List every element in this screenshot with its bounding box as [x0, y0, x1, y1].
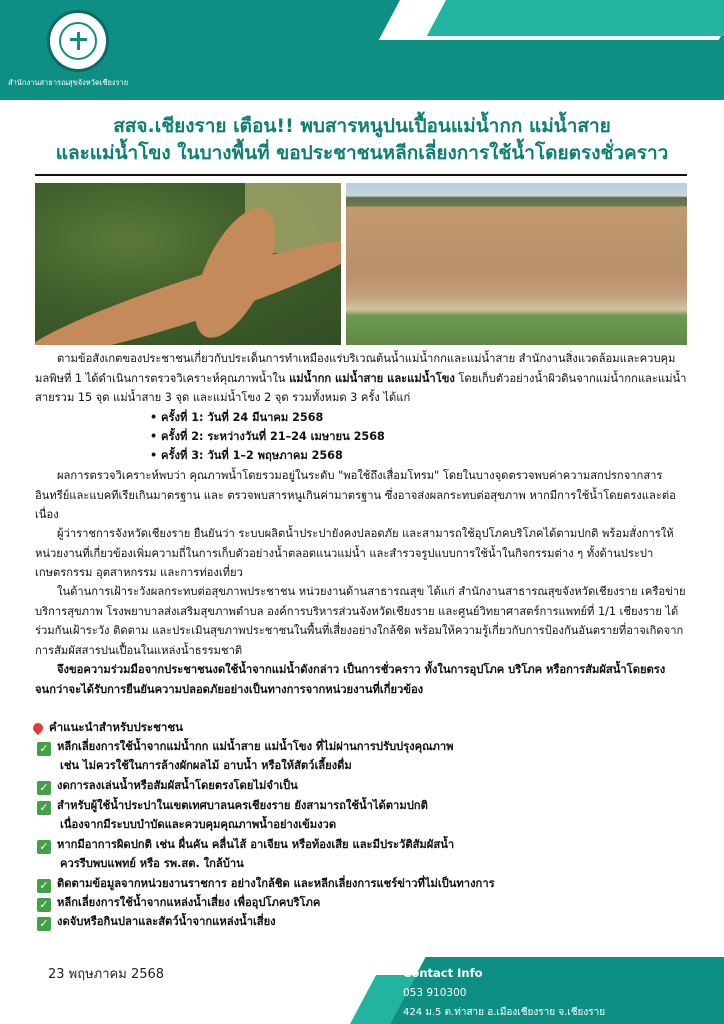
paragraph-1: ตามข้อสังเกตของประชาชนเกี่ยวกับประเด็นการทำเหมืองแร่บริเวณต้นน้ำแม่น้ำกกและแม่น้ำสาย สำนักงานสิ่งแวดล้อมและควบคุมมลพิษที่ 1 ได้ดำเนินการตรวจวิเคราะห์คุณภาพน้ำใน แม่น้ำกก แม่น้ำสาย และแม่น้ำโขง โดยเก็บตัวอย่างน้ำผิวดินจากแม่น้ำกกและแม่น้ำสายรวม 15 จุด แม่น้ำสาย 3 จุด และแม่น้ำโขง 2 จุด รวมทั้งหมด 3 ครั้ง ได้แก่ [35, 352, 687, 404]
check-icon: ✓ [37, 898, 51, 912]
rivers-highlight: แม่น้ำกก แม่น้ำสาย และแม่น้ำโขง [289, 371, 455, 385]
sampling-round-1: • ครั้งที่ 1: วันที่ 24 มีนาคม 2568 [150, 411, 324, 424]
publish-date: 23 พฤษภาคม 2568 [48, 967, 165, 982]
paragraph-2: ผลการตรวจวิเคราะห์พบว่า คุณภาพน้ำโดยรวมอยู่ในระดับ "พอใช้ถึงเสื่อมโทรม" โดยในบางจุดตรวจพบค่าความสกปรกจากสารอินทรีย์และแบคทีเรียเกินมาตรฐาน และ ตรวจพบสารหนูเกินค่ามาตรฐาน ซึ่งอาจส่งผลกระทบต่อสุขภาพ หากมีการใช้น้ำโดยตรงและต่อเนื่อง [35, 469, 676, 521]
recommendation-item: ✓ งดจับหรือกินปลาและสัตว์น้ำจากแหล่งน้ำเสี่ยง [37, 912, 276, 931]
contact-title: Contact Info [403, 966, 483, 980]
title-divider [35, 174, 687, 176]
header-banner [0, 0, 724, 100]
headline-line-2: และแม่น้ำโขง ในบางพื้นที่ ขอประชาชนหลีกเลี่ยงการใช้น้ำโดยตรงชั่วคราว [55, 142, 669, 164]
river-aerial-photo-right [346, 183, 687, 345]
recommendation-sub: เช่น ไม่ควรใช้ในการล้างผักผลไม้ อาบน้ำ หรือให้สัตว์เลี้ยงดื่ม [60, 759, 352, 772]
recommendation-item: ✓ สำหรับผู้ใช้น้ำประปาในเขตเทศบาลนครเชียงราย ยังสามารถใช้น้ำได้ตามปกติ [37, 796, 428, 815]
sampling-round-2: • ครั้งที่ 2: ระหว่างวันที่ 21–24 เมษายน 2568 [150, 430, 385, 443]
recommendation-item: ✓ หลีกเลี่ยงการใช้น้ำจากแหล่งน้ำเสี่ยง เพื่ออุปโภคบริโภค [37, 893, 320, 912]
sampling-round-3: • ครั้งที่ 3: วันที่ 1–2 พฤษภาคม 2568 [150, 449, 343, 462]
recommendations-heading: คำแนะนำสำหรับประชาชน [33, 718, 183, 736]
org-name: สำนักงานสาธารณสุขจังหวัดเชียงราย [8, 78, 129, 87]
recommendation-item: ✓ ติดตามข้อมูลจากหน่วยงานราชการ อย่างใกล้ชิด และหลีกเลี่ยงการแชร์ข่าวที่ไม่เป็นทางการ [37, 874, 495, 893]
check-icon: ✓ [37, 840, 51, 854]
recommendation-item: ✓ หากมีอาการผิดปกติ เช่น ผื่นคัน คลื่นไส้ อาเจียน หรือท้องเสีย และมีประวัติสัมผัสน้ำ [37, 835, 454, 854]
check-icon: ✓ [37, 879, 51, 893]
recommendation-sub: เนื่องจากมีระบบบำบัดและควบคุมคุณภาพน้ำอย่างเข้มงวด [60, 818, 337, 831]
recommendation-item: ✓ งดการลงเล่นน้ำหรือสัมผัสน้ำโดยตรงโดยไม่จำเป็น [37, 776, 298, 795]
check-icon: ✓ [37, 742, 51, 756]
header-decor-light [427, 0, 724, 36]
contact-phone: 053 910300 [403, 987, 467, 999]
seal-inner-ring [59, 22, 97, 60]
paragraph-5-appeal: จึงขอความร่วมมือจากประชาชนงดใช้น้ำจากแม่น้ำดังกล่าว เป็นการชั่วคราว ทั้งในการอุปโภค บริโภค หรือการสัมผัสน้ำโดยตรง จนกว่าจะได้รับการยืนยันความปลอดภัยอย่างเป็นทางการจากหน่วยงานที่เกี่ยวข้อง [35, 663, 666, 696]
recommendation-item: ✓ หลีกเลี่ยงการใช้น้ำจากแม่น้ำกก แม่น้ำสาย แม่น้ำโขง ที่ไม่ผ่านการปรับปรุงคุณภาพ [37, 737, 454, 756]
river-aerial-photo-left [35, 183, 341, 345]
pushpin-icon [31, 720, 45, 734]
headline-line-1: สสจ.เชียงราย เตือน!! พบสารหนูปนเปื้อนแม่น้ำกก แม่น้ำสาย [113, 115, 611, 137]
check-icon: ✓ [37, 917, 51, 931]
moph-seal-icon [47, 10, 109, 72]
recommendation-sub: ควรรีบพบแพทย์ หรือ รพ.สต. ใกล้บ้าน [60, 857, 244, 870]
check-icon: ✓ [37, 781, 51, 795]
contact-address: 424 ม.5 ต.ท่าสาย อ.เมืองเชียงราย จ.เชียงราย [403, 1007, 606, 1018]
paragraph-4: ในด้านการเฝ้าระวังผลกระทบต่อสุขภาพประชาชน หน่วยงานด้านสาธารณสุข ได้แก่ สำนักงานสาธารณสุขจังหวัดเชียงราย เครือข่ายบริการสุขภาพ โรงพยาบาลส่งเสริมสุขภาพตำบล องค์การบริหารส่วนจังหวัดเชียงราย และศูนย์วิทยาศาสตร์การแพทย์ที่ 1/1 เชียงราย ได้ร่วมกันเฝ้าระวัง ติดตาม และประเมินสุขภาพประชาชนในพื้นที่เสี่ยงอย่างใกล้ชิด พร้อมให้ความรู้เกี่ยวกับการป้องกันอันตรายที่อาจเกิดจากการสัมผัสสารปนเปื้อนในแหล่งน้ำธรรมชาติ [35, 585, 686, 657]
check-icon: ✓ [37, 801, 51, 815]
paragraph-3: ผู้ว่าราชการจังหวัดเชียงราย ยืนยันว่า ระบบผลิตน้ำประปายังคงปลอดภัย และสามารถใช้อุปโภคบริโภคได้ตามปกติ พร้อมสั่งการให้หน่วยงานที่เกี่ยวข้องเพิ่มความถี่ในการเก็บตัวอย่างน้ำตลอดแนวแม่น้ำ และสำรวจรูปแบบการใช้น้ำในกิจกรรมต่าง ๆ ทั้งด้านประปา เกษตรกรรม อุตสาหกรรม และการท่องเที่ยว [35, 527, 674, 579]
